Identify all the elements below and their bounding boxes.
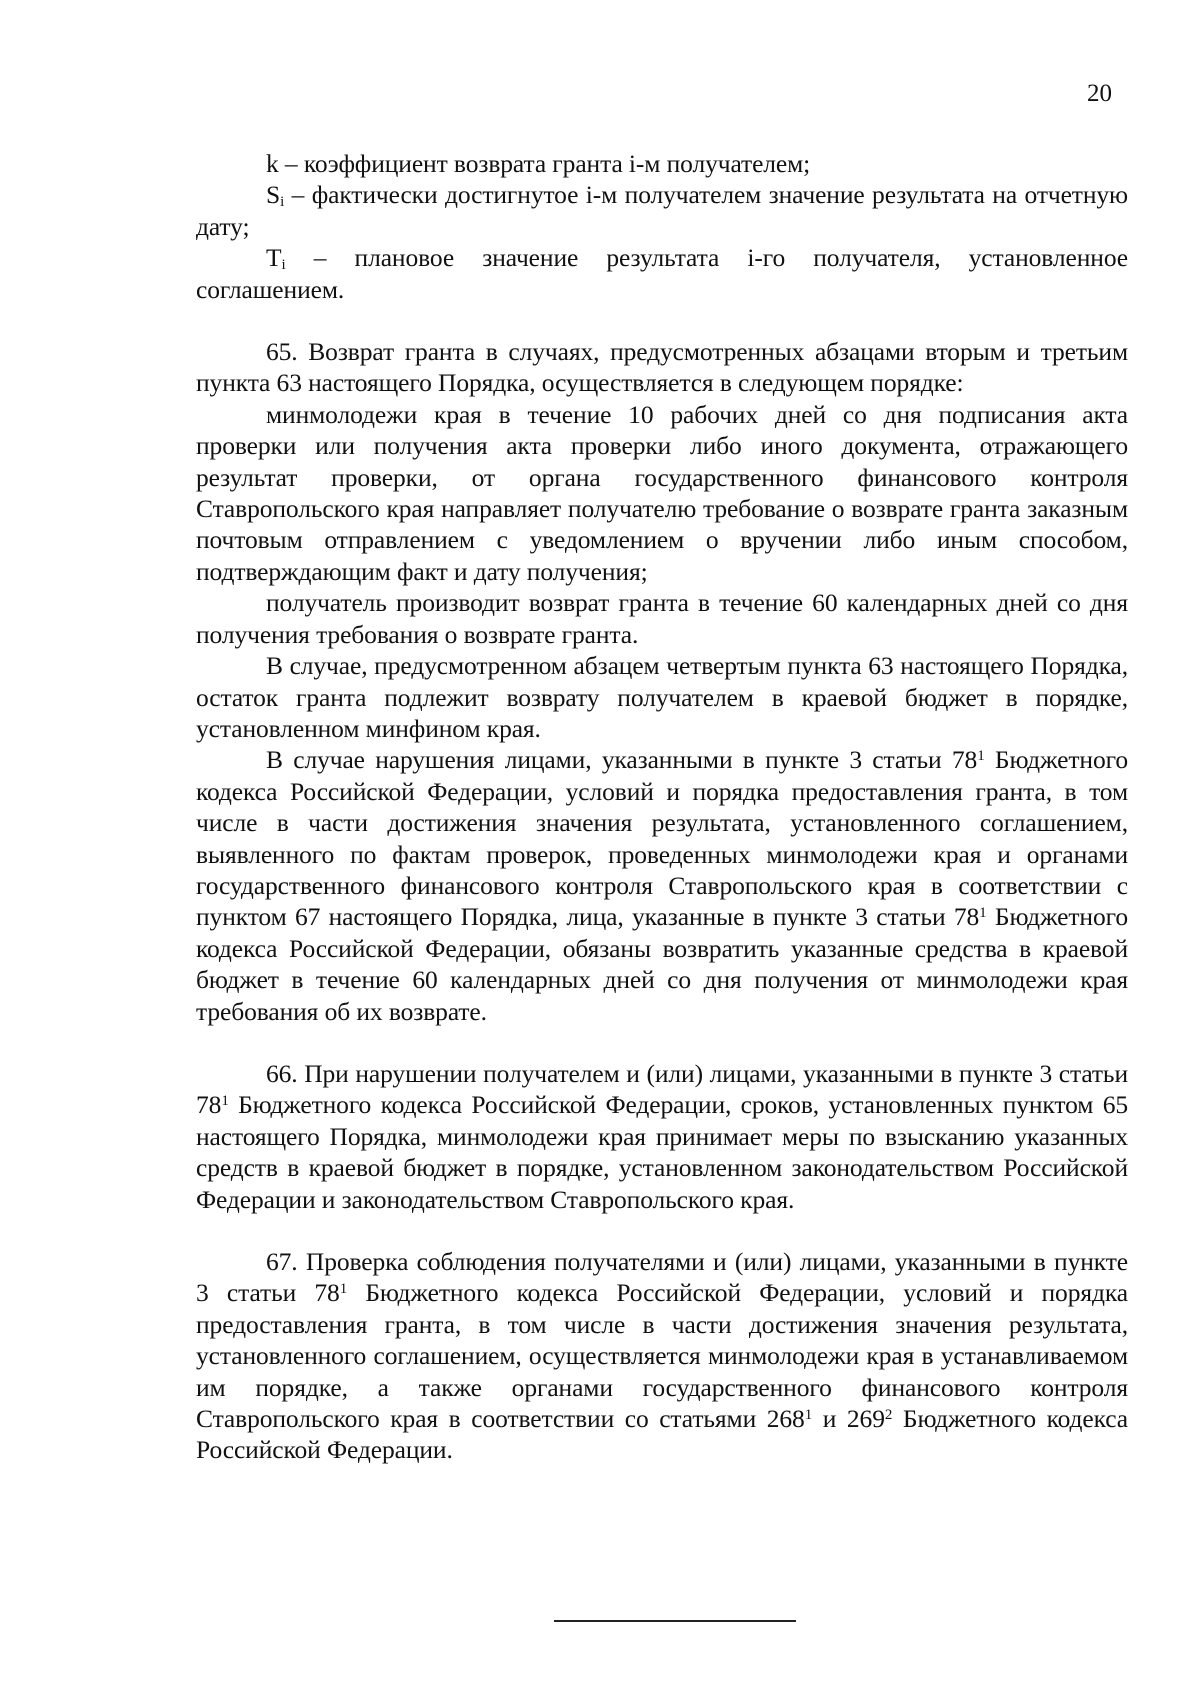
symbol-k: k — [266, 149, 279, 178]
paragraph-66-part1: 66. При нарушении получателем и (или) лицами, указанными в пункте 3 статьи 78 — [196, 1058, 1128, 1120]
paragraph-65-c: В случае, предусмотренном абзацем четвертым пункта 63 настоящего Порядка, остаток гранта подлежит возврату получателем в краевой бюджет в порядке, установленном минфином края. — [196, 651, 1128, 743]
definition-s — [196, 179, 1128, 242]
symbol-t: T — [266, 243, 282, 273]
superscript: 1 — [977, 748, 985, 765]
paragraph-65-d-part3: Бюджетного кодекса Российской Федерации, обязаны возвратить указанные средства в краевой бюджет в течение 60 календарных дней со дня получения от минмолодежи края требования об их возврате. — [196, 902, 1128, 1026]
superscript: 1 — [339, 1281, 348, 1298]
definition-t — [196, 242, 1128, 305]
symbol-s: S — [266, 180, 281, 210]
document-body — [196, 148, 1128, 1466]
page-number: 20 — [1087, 80, 1112, 107]
end-of-section-rule — [554, 1620, 796, 1622]
definition-s-text: – фактически достигнутое i-м получателем значение результата на отчетную дату; — [196, 180, 1128, 241]
paragraph-67 — [196, 1246, 1128, 1466]
superscript: 1 — [221, 1093, 229, 1110]
definition-t-text: – плановое значение результата i-го получателя, установленное соглашением. — [196, 243, 1128, 304]
superscript: 2 — [884, 1407, 893, 1424]
paragraph-67-part4: Бюджетного кодекса Российской Федерации. — [196, 1404, 1129, 1465]
definition-k-text: – коэффициент возврата гранта i-м получателем; — [278, 149, 811, 178]
paragraph-65-a: минмолодежи края в течение 10 рабочих дней со дня подписания акта проверки или получения акта проверки либо иного документа, отражающего результат проверки, от органа государственного финансового контроля Ставропольского края направляет получателю требование о возврате гранта заказным почтовым отправлением с уведомлением о вручении либо иным способом, подтверждающим факт и дату получения; — [196, 399, 1128, 586]
superscript: 1 — [804, 1407, 813, 1424]
paragraph-65-d-part2: Бюджетного кодекса Российской Федерации, условий и порядка предоставления гранта, в том числе в части достижения значения результата, установленного соглашением, выявленного по фактам проверок, проведенных минмолодежи края и органами государственного финансового контроля Ставропольского края в соответствии с пунктом 67 настоящего Порядка, лица, указанные в пункте 3 статьи 78 — [196, 745, 1128, 932]
paragraph-65-intro: 65. Возврат гранта в случаях, предусмотренных абзацами вторым и третьим пункта 63 настоящего Порядка, осуществляется в следующем порядке: — [196, 337, 1128, 398]
symbol-t-subscript: i — [281, 257, 286, 274]
paragraph-67-part1: 67. Проверка соблюдения получателями и (или) лицами, указанными в пункте 3 статьи 78 — [196, 1247, 1128, 1308]
paragraph-65-b: получатель производит возврат гранта в течение 60 календарных дней со дня получения требования о возврате гранта. — [196, 588, 1128, 649]
paragraph-66-part2: Бюджетного кодекса Российской Федерации, сроков, установленных пунктом 65 настоящего Порядка, минмолодежи края принимает меры по взысканию указанных средств в краевой бюджет в порядке, установленном законодательством Российской Федерации и законодательством Ставропольского края. — [196, 1090, 1128, 1214]
paragraph-67-part2: Бюджетного кодекса Российской Федерации, условий и порядка предоставления гранта, в том числе в части достижения значения результата, установленного соглашением, осуществляется минмолодежи края в устанавливаемом им порядке, а также органами государственного финансового контроля Ставропольского края в соответствии со статьями 268 — [196, 1278, 1128, 1434]
paragraph-66 — [196, 1058, 1128, 1215]
paragraph-65-d — [196, 744, 1128, 1027]
paragraph-65-d-part1: В случае нарушения лицами, указанными в пункте 3 статьи 78 — [266, 745, 978, 775]
symbol-s-subscript: i — [280, 194, 285, 211]
superscript: 1 — [979, 905, 987, 922]
definition-k — [196, 148, 1128, 179]
paragraph-67-part3: и 269 — [812, 1404, 885, 1434]
